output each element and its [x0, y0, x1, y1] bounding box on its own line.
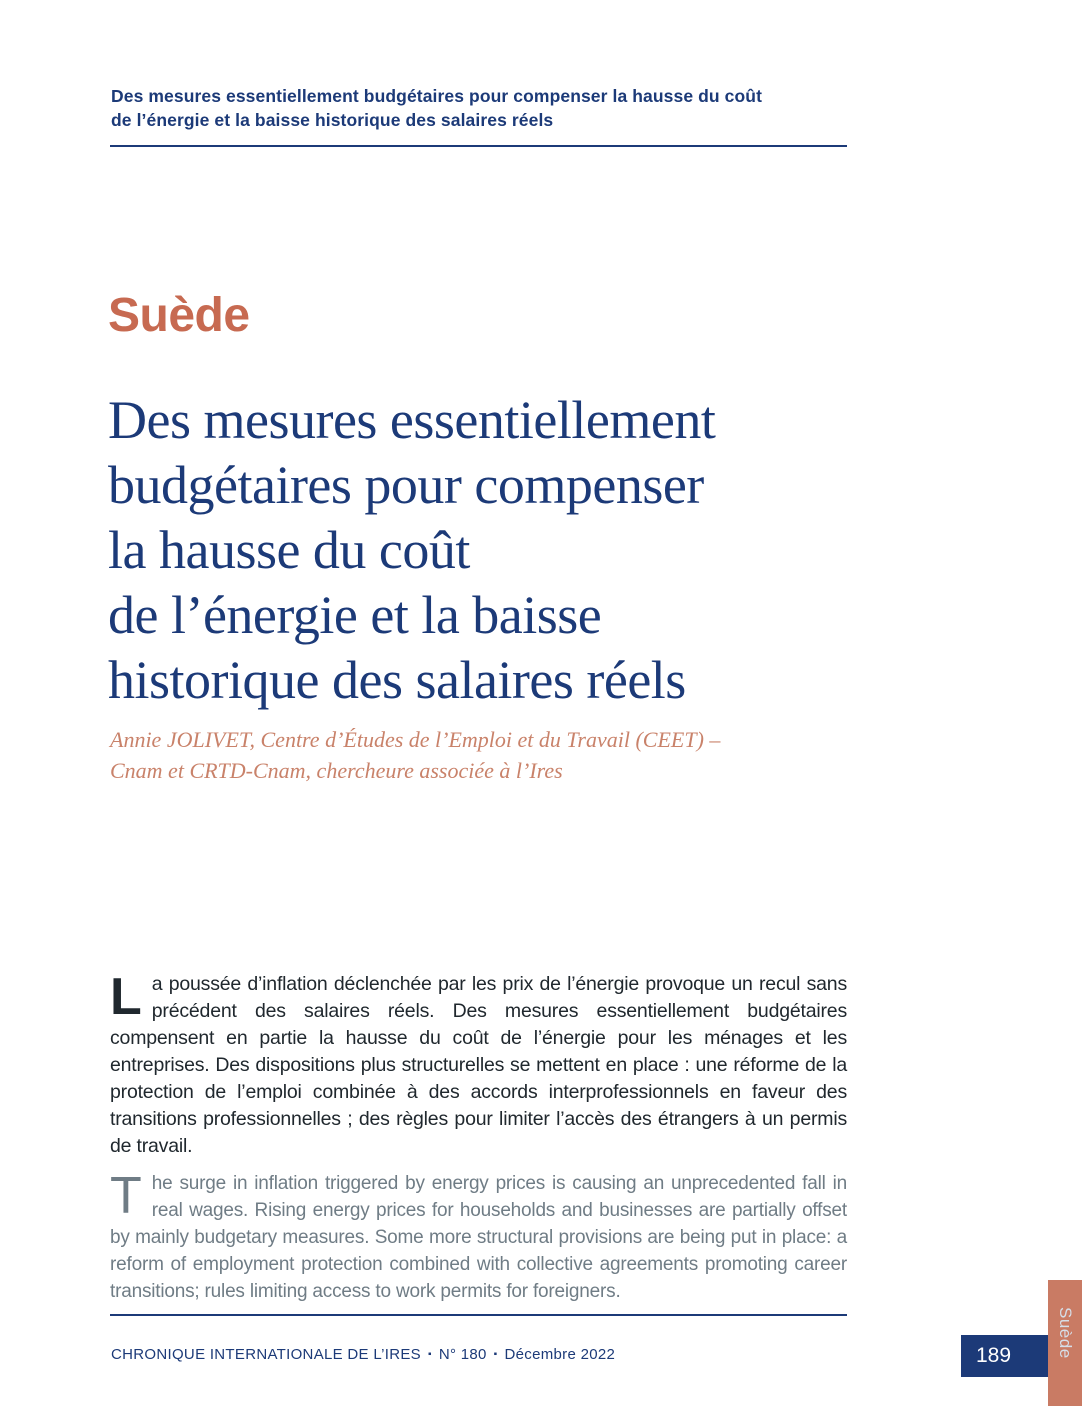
article-title-line-2: budgétaires pour compenser [108, 455, 704, 516]
footer-bullet-icon: ▪ [493, 1349, 498, 1360]
abstract-english [110, 1167, 847, 1305]
country-side-tab [1048, 1280, 1082, 1406]
page-number-box [961, 1335, 1048, 1377]
footer-bullet-icon: ▪ [427, 1349, 432, 1360]
article-title-line-4: de l’énergie et la baisse [108, 585, 602, 646]
author-byline-line-2: Cnam et CRTD-Cnam, chercheure associée à l’Ires [110, 758, 563, 783]
running-head-line-1: Des mesures essentiellement budgétaires pour compenser la hausse du coût [111, 86, 763, 106]
article-title-line-1: Des mesures essentiellement [108, 390, 716, 451]
running-head-line-2: de l’énergie et la baisse historique des salaires réels [111, 110, 554, 130]
running-head [111, 84, 762, 132]
article-title [108, 388, 715, 713]
footer-line [111, 1346, 615, 1363]
article-title-line-5: historique des salaires réels [108, 650, 686, 711]
side-tab-label: Suède [1056, 1307, 1075, 1359]
page-number: 189 [976, 1344, 1012, 1367]
header-rule [110, 145, 847, 147]
author-byline [110, 724, 720, 786]
footer-issue-date: Décembre 2022 [504, 1346, 616, 1363]
article-title-line-3: la hausse du coût [108, 520, 470, 581]
abstract-french-text: a poussée d’inflation déclenchée par les prix de l’énergie provoque un recul sans précédent des salaires réels. Des mesures essentiellement budgétaires compensent en partie la hausse du coût de l’énergie pour les ménages et les entreprises. Des dispositions plus structurelles se mettent en place : une réforme de la protection de l’emploi combinée à des accords interprofessionnels en faveur des transitions professionnelles ; des règles pour limiter l’accès des étrangers à un permis de travail. [110, 973, 847, 1157]
abstract-english-text: he surge in inflation triggered by energy prices is causing an unprecedented fall in real wages. Rising energy prices for households and businesses are partially offset by mainly budgetary measures. Some more structural provisions are being put in place: a reform of employment protection combined with collective agreements promoting career transitions; rules limiting access to work permits for foreigners. [110, 1173, 847, 1302]
footer-issue-number: N° 180 [438, 1346, 487, 1363]
country-heading: Suède [108, 289, 250, 342]
footer-rule [110, 1314, 847, 1316]
author-byline-line-1: Annie JOLIVET, Centre d’Études de l’Emploi et du Travail (CEET) – [110, 727, 721, 752]
footer-journal-name: CHRONIQUE INTERNATIONALE DE L’IRES [111, 1346, 421, 1363]
abstract-french [110, 968, 847, 1160]
dropcap-letter-fr: L [110, 968, 142, 1026]
dropcap-letter-en: T [110, 1167, 142, 1225]
